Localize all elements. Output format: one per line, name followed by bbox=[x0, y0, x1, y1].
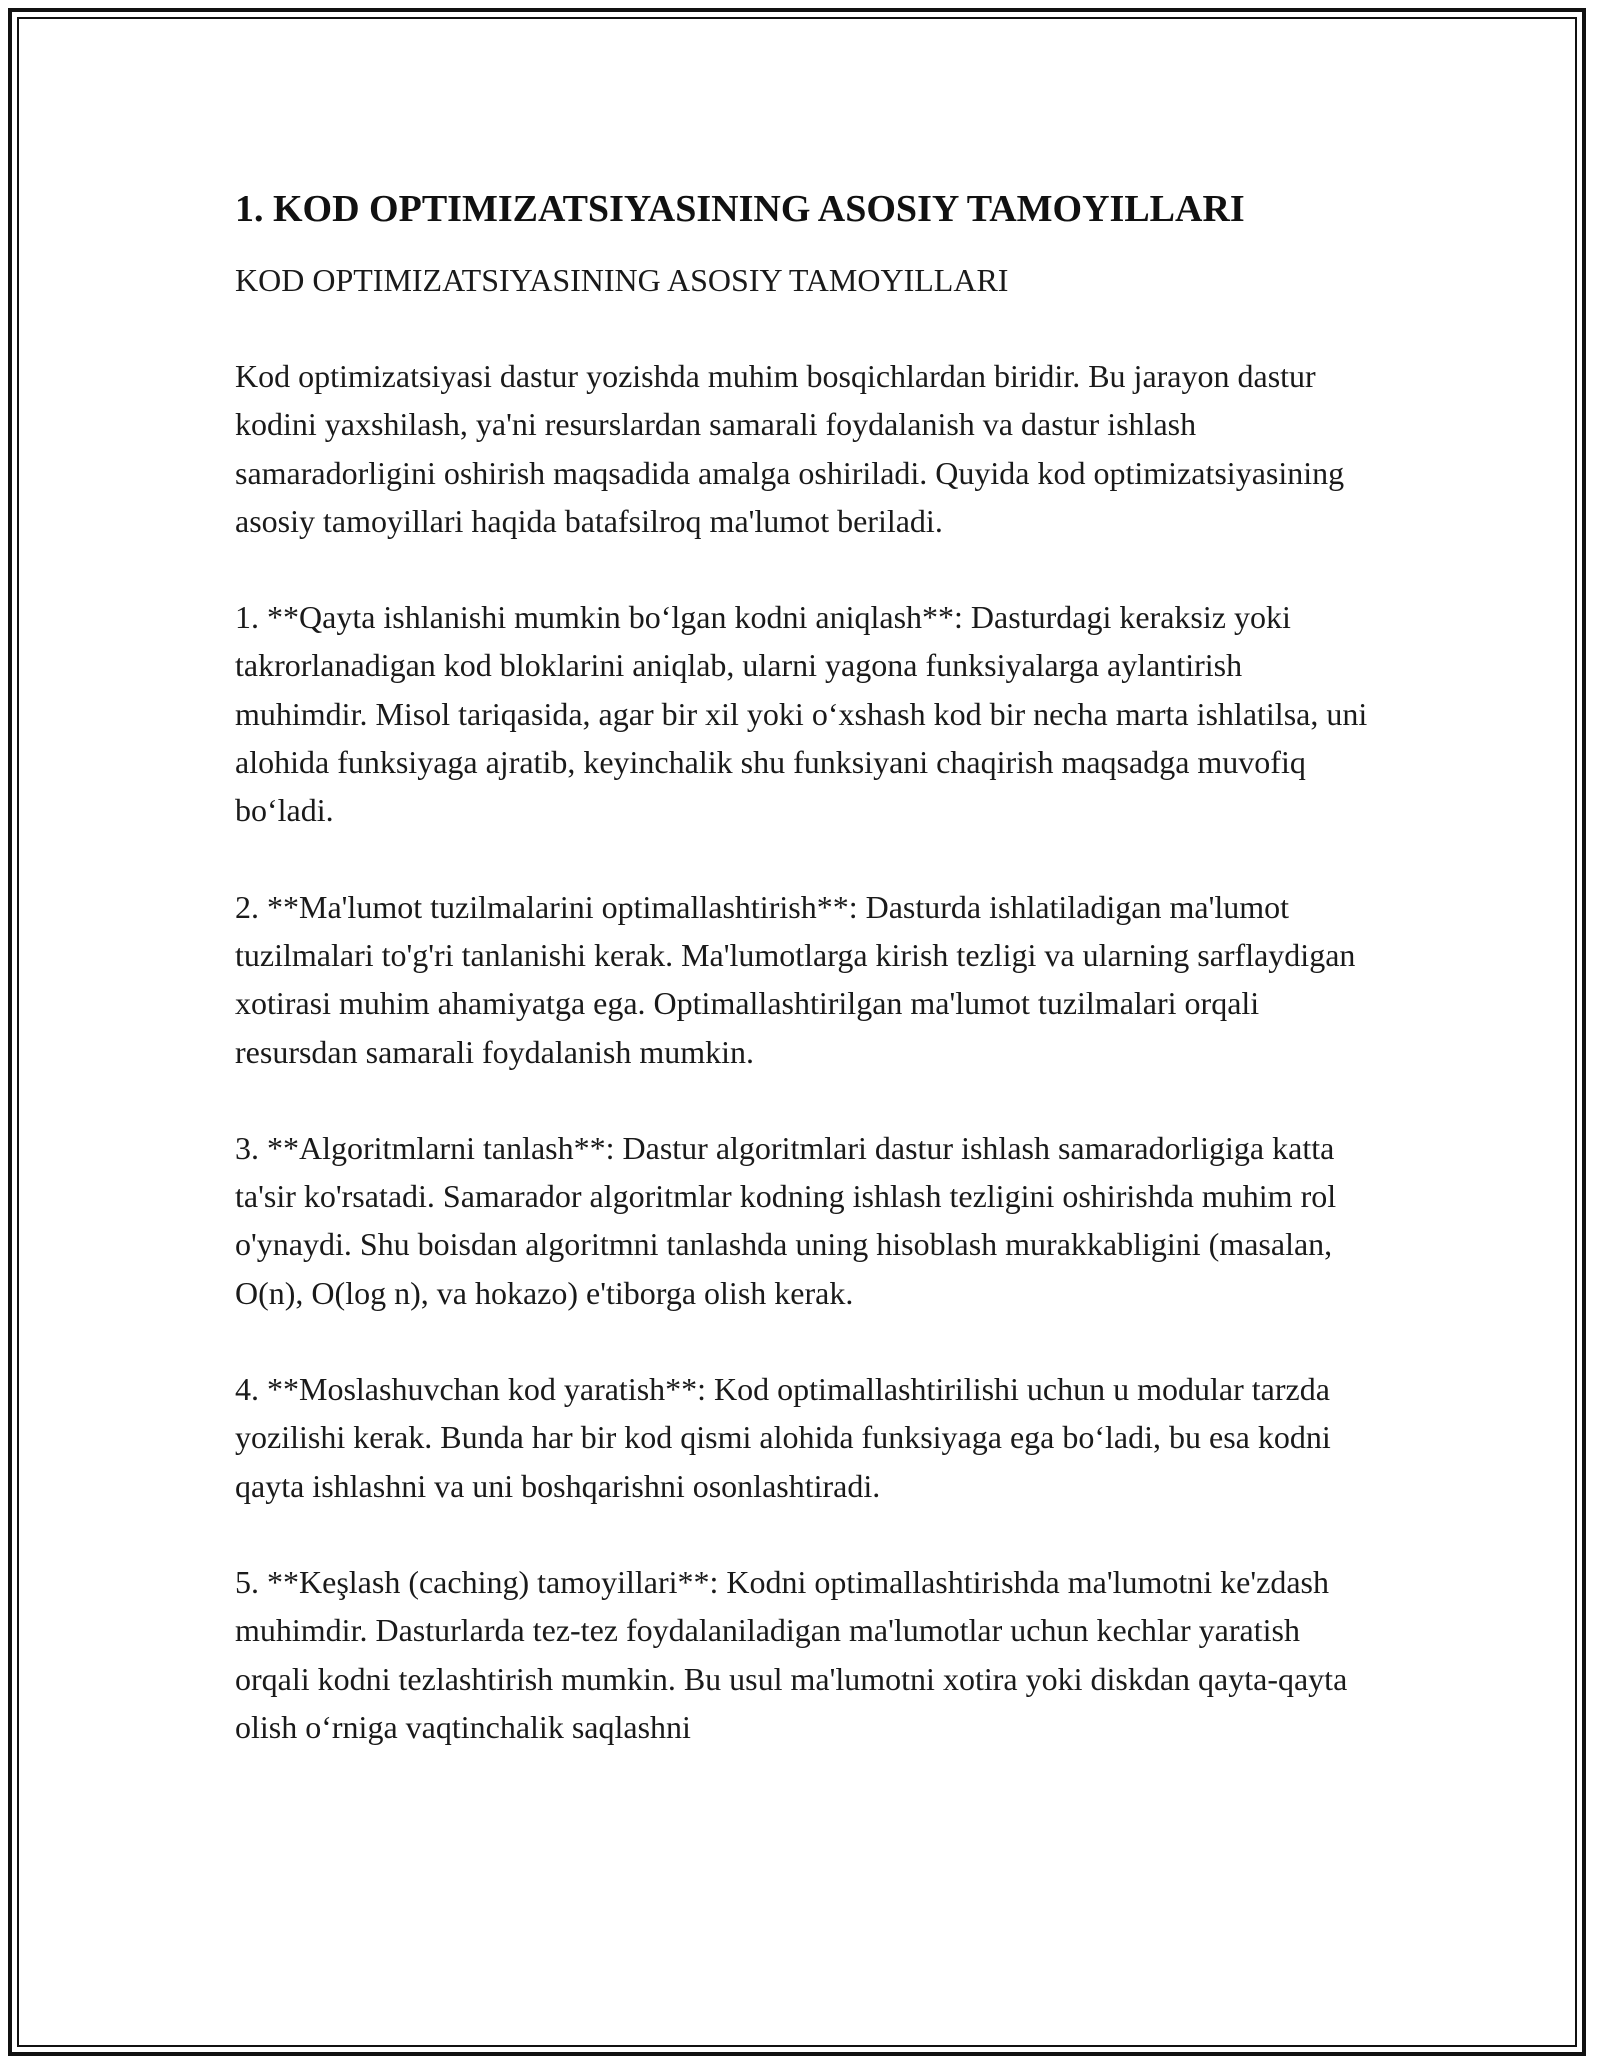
principle-paragraph-4: 4. **Moslashuvchan kod yaratish**: Kod optimallashtirilishi uchun u modular tarzda yozilishi kerak. Bunda har bir kod qismi alohida funksiyaga ega bo‘ladi, bu esa kodni qayta ishlashni va uni boshqarishni osonlashtiradi. bbox=[235, 1371, 1331, 1504]
principle-paragraph-5: 5. **Keşlash (caching) tamoyillari**: Kodni optimallashtirishda ma'lumotni ke'zdash muhimdir. Dasturlarda tez-tez foydalaniladigan ma'lumotlar uchun kechlar yaratish orqali kodni tezlashtirish mumkin. Bu usul ma'lumotni xotira yoki diskdan qayta-qayta olish o‘rniga vaqtinchalik saqlashni bbox=[235, 1563, 1348, 1745]
document-body bbox=[235, 186, 1370, 1799]
intro-paragraph: Kod optimizatsiyasi dastur yozishda muhim bosqichlardan biridir. Bu jarayon dastur kodini yaxshilash, ya'ni resurslardan samarali foydalanish va dastur ishlash samaradorligini oshirish maqsadida amalga oshiriladi. Quyida kod optimizatsiyasining asosiy tamoyillari haqida batafsilroq ma'lumot beriladi. bbox=[235, 358, 1345, 539]
principle-paragraph-3: 3. **Algoritmlarni tanlash**: Dastur algoritmlari dastur ishlash samaradorligiga katta ta'sir ko'rsatadi. Samarador algoritmlar kodning ishlash tezligini oshirishda muhim rol o'ynaydi. Shu boisdan algoritmni tanlashda uning hisoblash murakkabligini (masalan, O(n), O(log n), va hokazo) e'tiborga olish kerak. bbox=[235, 1129, 1337, 1311]
principle-paragraph-1: 1. **Qayta ishlanishi mumkin bo‘lgan kodni aniqlash**: Dasturdagi keraksiz yoki takrorlanadigan kod bloklarini aniqlab, ularni yagona funksiyalarga aylantirish muhimdir. Misol tariqasida, agar bir xil yoki o‘xshash kod bir necha marta ishlatilsa, uni alohida funksiyaga ajratib, keyinchalik shu funksiyani chaqirish maqsadga muvofiq bo‘ladi. bbox=[235, 599, 1368, 829]
principle-paragraph-2: 2. **Ma'lumot tuzilmalarini optimallashtirish**: Dasturda ishlatiladigan ma'lumot tuzilmalari to'g'ri tanlanishi kerak. Ma'lumotlarga kirish tezligi va ularning sarflaydigan xotirasi muhim ahamiyatga ega. Optimallashtirilgan ma'lumot tuzilmalari orqali resursdan samarali foydalanish mumkin. bbox=[235, 888, 1356, 1070]
section-heading: 1. KOD OPTIMIZATSIYASINING ASOSIY TAMOYILLARI bbox=[235, 188, 1245, 230]
section-subtitle: KOD OPTIMIZATSIYASINING ASOSIY TAMOYILLARI bbox=[235, 262, 1009, 298]
